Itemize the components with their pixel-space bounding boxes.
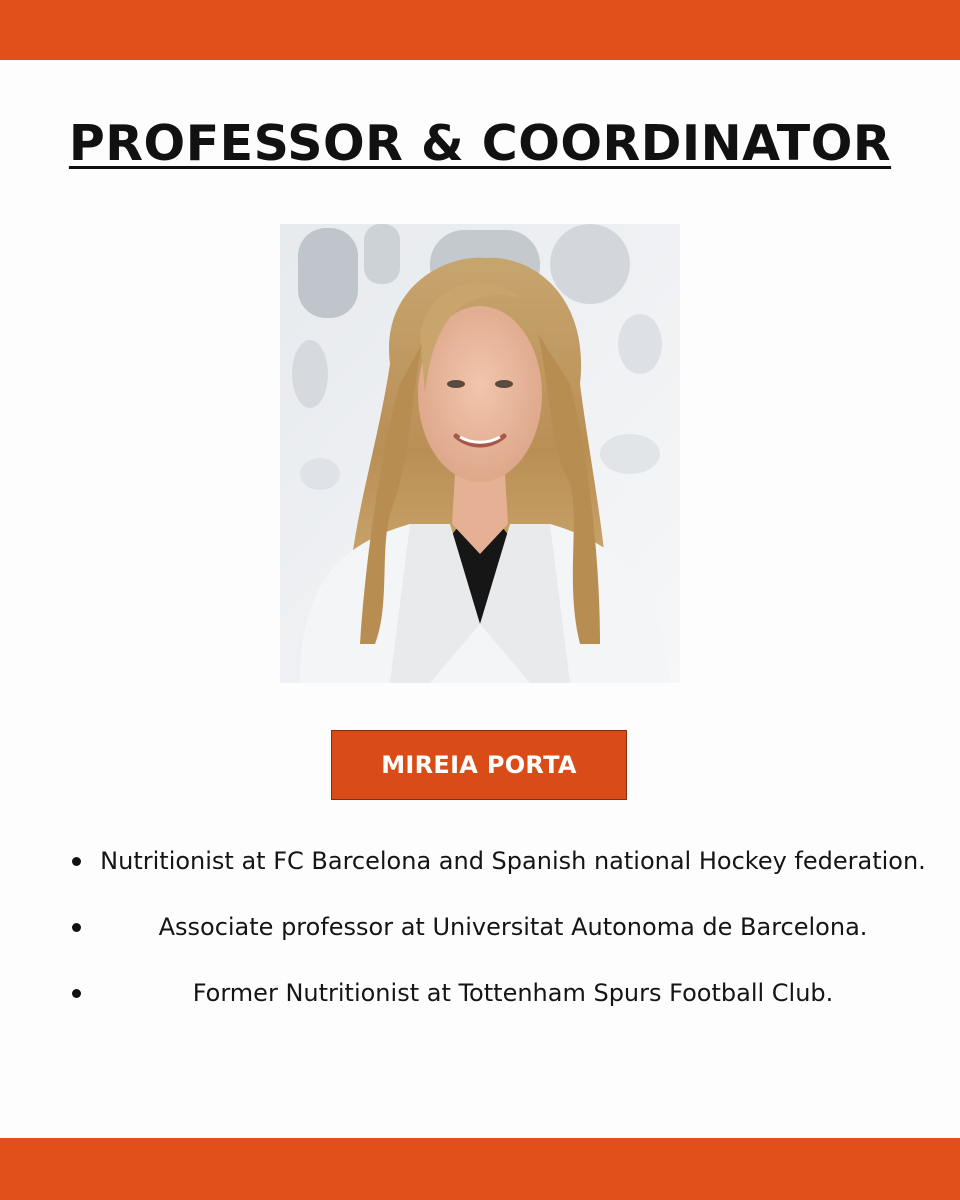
bio-item-text: Former Nutritionist at Tottenham Spurs Football Club. xyxy=(192,979,834,1007)
bio-item-text: Associate professor at Universitat Autonoma de Barcelona. xyxy=(158,913,868,941)
bullet-icon xyxy=(72,923,81,932)
bio-item-1 xyxy=(60,828,930,894)
portrait-photo xyxy=(280,224,680,683)
page-title xyxy=(0,112,960,176)
top-accent-bar xyxy=(0,0,960,60)
bio-item-2 xyxy=(60,894,930,960)
bullet-icon xyxy=(72,857,81,866)
bottom-accent-bar xyxy=(0,1138,960,1200)
page-title-text: PROFESSOR & COORDINATOR xyxy=(68,115,892,172)
bio-item-3 xyxy=(60,960,930,1026)
bio-item-text: Nutritionist at FC Barcelona and Spanish national Hockey federation. xyxy=(100,847,926,875)
bio-list xyxy=(60,828,930,1026)
name-badge: MIREIA PORTA xyxy=(331,730,627,800)
bullet-icon xyxy=(72,989,81,998)
